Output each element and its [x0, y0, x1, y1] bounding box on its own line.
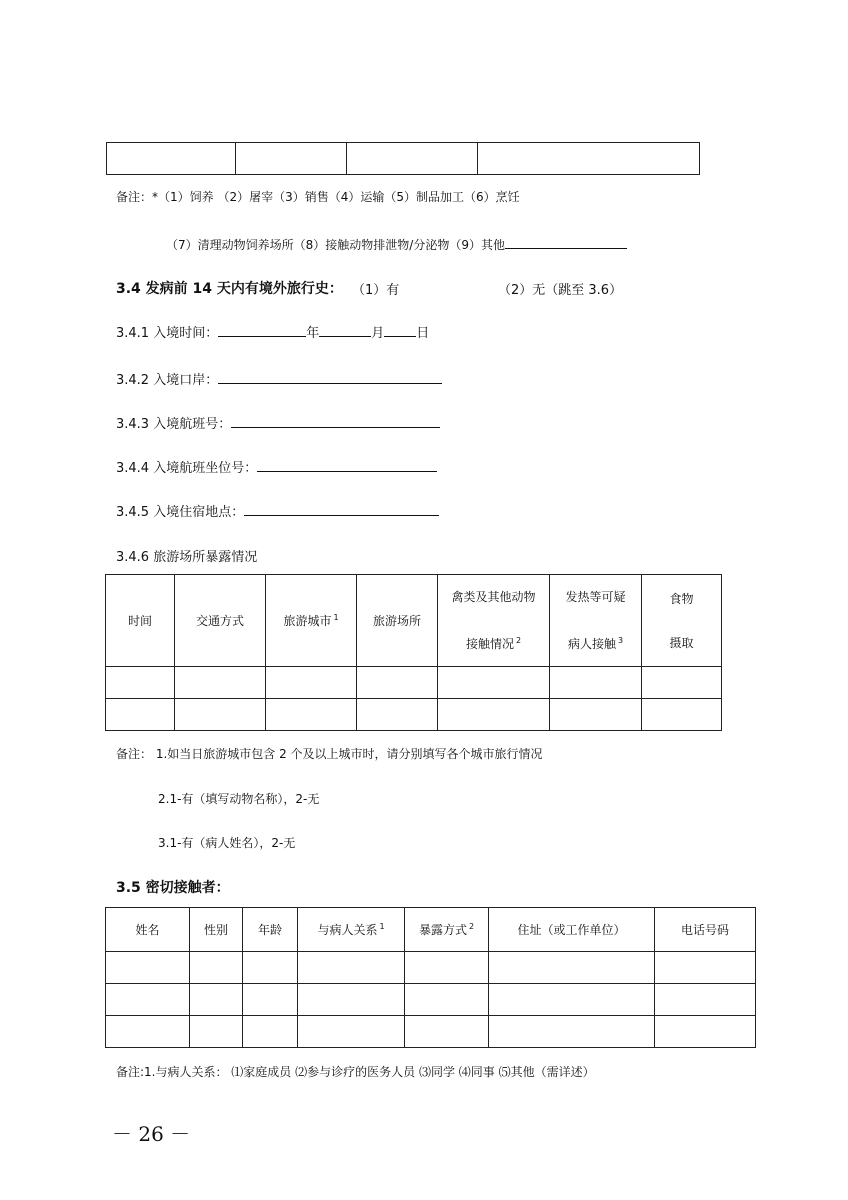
entry-date-row	[116, 322, 429, 341]
footnote-marker: 1	[379, 922, 385, 931]
table-cell[interactable]	[642, 667, 722, 699]
table-cell[interactable]	[243, 1016, 298, 1048]
note-relation: 备注:1.与病人关系： ⑴家庭成员 ⑵参与诊疗的医务人员 ⑶同学 ⑷同事 ⑸其他（需详述）	[116, 1065, 595, 1079]
table-header-row	[106, 575, 722, 667]
table-cell[interactable]	[190, 952, 243, 984]
table-cell[interactable]	[175, 667, 266, 699]
footnote-marker: 3	[617, 636, 624, 645]
header-phone: 电话号码	[655, 908, 756, 952]
table-cell[interactable]	[106, 699, 175, 731]
table-cell[interactable]	[236, 143, 347, 175]
footnote-marker: 2	[515, 636, 522, 645]
header-food-intake	[642, 575, 722, 667]
header-relation	[298, 908, 405, 952]
close-contacts-table	[105, 907, 756, 1048]
seat-number-label: 3.4.4 入境航班坐位号：	[116, 461, 258, 476]
table-cell[interactable]	[478, 143, 700, 175]
entry-month-field[interactable]	[319, 322, 371, 337]
table-row	[106, 984, 756, 1016]
table-cell[interactable]	[489, 1016, 655, 1048]
header-fever-contact	[550, 575, 642, 667]
table-cell[interactable]	[190, 1016, 243, 1048]
footnote-marker: 2	[468, 922, 475, 931]
header-animal-line1: 禽类及其他动物	[451, 590, 536, 604]
seat-number-field[interactable]	[257, 457, 437, 472]
table-cell[interactable]	[298, 984, 405, 1016]
table-cell[interactable]	[550, 699, 642, 731]
section-3-4-6-title: 3.4.6 旅游场所暴露情况	[116, 550, 258, 565]
header-animal-line2	[438, 619, 549, 666]
table-cell[interactable]	[405, 984, 489, 1016]
table-cell[interactable]	[405, 1016, 489, 1048]
page-number: － 26 －	[112, 1122, 191, 1146]
table-cell[interactable]	[438, 699, 550, 731]
table-cell[interactable]	[347, 143, 478, 175]
note-exposure-types-line2	[166, 234, 627, 253]
header-food-line1: 食物	[669, 591, 694, 606]
header-address: 住址（或工作单位）	[489, 908, 655, 952]
header-time: 时间	[106, 575, 175, 667]
table-row	[106, 952, 756, 984]
table-cell[interactable]	[266, 667, 357, 699]
table-row	[106, 699, 722, 731]
flight-number-field[interactable]	[231, 413, 440, 428]
table-cell[interactable]	[266, 699, 357, 731]
table-cell[interactable]	[106, 667, 175, 699]
seat-number-row	[116, 457, 437, 476]
entry-port-row	[116, 369, 442, 388]
accommodation-field[interactable]	[244, 501, 439, 516]
entry-day-field[interactable]	[384, 322, 416, 337]
header-fever-text: 病人接触	[567, 637, 616, 651]
table-header-row	[106, 908, 756, 952]
note-exposure-types-line1: 备注：*（1）饲养 （2）屠宰（3）销售（4）运输（5）制品加工（6）烹饪	[116, 190, 520, 204]
other-blank-field[interactable]	[505, 234, 627, 249]
table-cell[interactable]	[550, 667, 642, 699]
table-cell[interactable]	[298, 1016, 405, 1048]
table-row	[106, 1016, 756, 1048]
table-cell[interactable]	[655, 1016, 756, 1048]
table-cell[interactable]	[357, 699, 438, 731]
table-cell[interactable]	[489, 952, 655, 984]
table-cell[interactable]	[243, 952, 298, 984]
table-cell[interactable]	[106, 1016, 190, 1048]
header-exposure	[405, 908, 489, 952]
table-cell[interactable]	[298, 952, 405, 984]
note-travel-line2: 2.1-有（填写动物名称），2-无	[158, 792, 320, 806]
table-cell[interactable]	[438, 667, 550, 699]
table-cell[interactable]	[489, 984, 655, 1016]
header-animal-text: 接触情况	[465, 637, 514, 651]
option-yes[interactable]: （1）有	[352, 283, 400, 298]
header-animal-contact	[438, 575, 550, 667]
table-cell[interactable]	[107, 143, 236, 175]
accommodation-row	[116, 501, 439, 520]
previous-table-last-row	[106, 142, 700, 175]
header-gender: 性别	[190, 908, 243, 952]
table-cell[interactable]	[357, 667, 438, 699]
note-travel-line1: 备注： 1.如当日旅游城市包含 2 个及以上城市时，请分别填写各个城市旅行情况	[116, 747, 543, 761]
table-cell[interactable]	[243, 984, 298, 1016]
table-cell[interactable]	[106, 952, 190, 984]
header-place: 旅游场所	[357, 575, 438, 667]
entry-year-field[interactable]	[218, 322, 306, 337]
table-cell[interactable]	[405, 952, 489, 984]
header-name: 姓名	[106, 908, 190, 952]
table-row	[106, 667, 722, 699]
header-transport: 交通方式	[175, 575, 266, 667]
section-3-5-title: 3.5 密切接触者：	[116, 880, 230, 896]
header-fever-line2	[550, 619, 641, 666]
header-city-text: 旅游城市	[283, 614, 332, 628]
header-food-line2: 摄取	[669, 635, 694, 650]
header-fever-line1: 发热等可疑	[565, 590, 626, 604]
table-cell[interactable]	[175, 699, 266, 731]
note-travel-line3: 3.1-有（病人姓名），2-无	[158, 836, 296, 850]
table-cell[interactable]	[190, 984, 243, 1016]
header-exposure-text: 暴露方式	[418, 923, 467, 937]
entry-port-field[interactable]	[218, 369, 442, 384]
header-relation-text: 与病人关系	[317, 923, 378, 937]
entry-port-label: 3.4.2 入境口岸：	[116, 373, 219, 388]
month-label: 月	[371, 326, 385, 341]
accommodation-label: 3.4.5 入境住宿地点：	[116, 505, 245, 520]
travel-exposure-table	[105, 574, 722, 731]
day-label: 日	[416, 326, 430, 341]
table-cell[interactable]	[655, 984, 756, 1016]
footnote-marker: 1	[333, 613, 339, 622]
flight-number-label: 3.4.3 入境航班号：	[116, 417, 232, 432]
table-cell[interactable]	[106, 984, 190, 1016]
entry-date-label: 3.4.1 入境时间：	[116, 326, 219, 341]
option-no[interactable]: （2）无（跳至 3.6）	[498, 283, 623, 298]
header-city	[266, 575, 357, 667]
table-cell[interactable]	[655, 952, 756, 984]
flight-number-row	[116, 413, 440, 432]
year-label: 年	[306, 326, 320, 341]
table-cell[interactable]	[642, 699, 722, 731]
header-age: 年龄	[243, 908, 298, 952]
note-text: （7）清理动物饲养场所（8）接触动物排泄物/分泌物（9）其他	[166, 238, 505, 252]
section-3-4-title: 3.4 发病前 14 天内有境外旅行史：	[116, 281, 343, 297]
